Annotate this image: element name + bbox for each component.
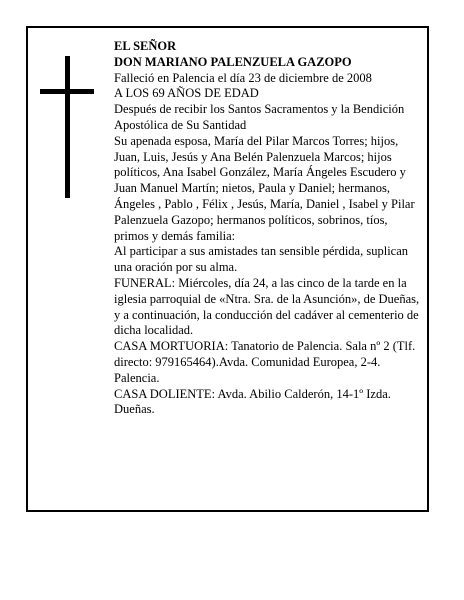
casa-mortuoria-paragraph: CASA MORTUORIA: Tanatorio de Palencia. Sala nº 2 (Tlf. directo: 979165464).Avda. Comunidad Europea, 2-4. Palencia.: [114, 339, 416, 385]
casa-doliente-paragraph: CASA DOLIENTE: Avda. Abilio Calderón, 14-1º Izda. Dueñas.: [114, 386, 391, 417]
title-line-1: EL SEÑOR: [114, 39, 177, 53]
obituary-notice: [26, 26, 429, 512]
death-date-line: Falleció en Palencia el día 23 de diciembre de 2008: [114, 70, 372, 85]
cross-vertical-bar: [65, 56, 70, 198]
notice-text: [114, 39, 422, 418]
request-paragraph: Al participar a sus amistades tan sensible pérdida, suplican una oración por su alma.: [114, 244, 409, 275]
cross-horizontal-bar: [40, 89, 94, 94]
deceased-name: DON MARIANO PALENZUELA GAZOPO: [114, 54, 352, 69]
cross-icon: [40, 56, 94, 198]
family-paragraph: Su apenada esposa, María del Pilar Marcos Torres; hijos, Juan, Luis, Jesús y Ana Belén Palenzuela Marcos; hijos políticos, Ana Isabel González, María Ángeles Escudero y Juan Manuel Martín; nietos, Paula y Daniel; hermanos, Ángeles , Pablo , Félix , Jesús, María, Daniel , Isabel y Pilar Palenzuela Gazopo; hermanos políticos, sobrinos, tíos, primos y demás familia:: [114, 133, 415, 243]
funeral-paragraph: FUNERAL: Miércoles, día 24, a las cinco de la tarde en la iglesia parroquial de «Ntra. Sra. de la Asunción», de Dueñas, y a continuación, la conducción del cadáver al cementerio de dicha localidad.: [114, 275, 420, 338]
age-line: A LOS 69 AÑOS DE EDAD: [114, 86, 259, 101]
sacraments-paragraph: Después de recibir los Santos Sacramentos y la Bendición Apostólica de Su Santidad: [114, 102, 405, 132]
